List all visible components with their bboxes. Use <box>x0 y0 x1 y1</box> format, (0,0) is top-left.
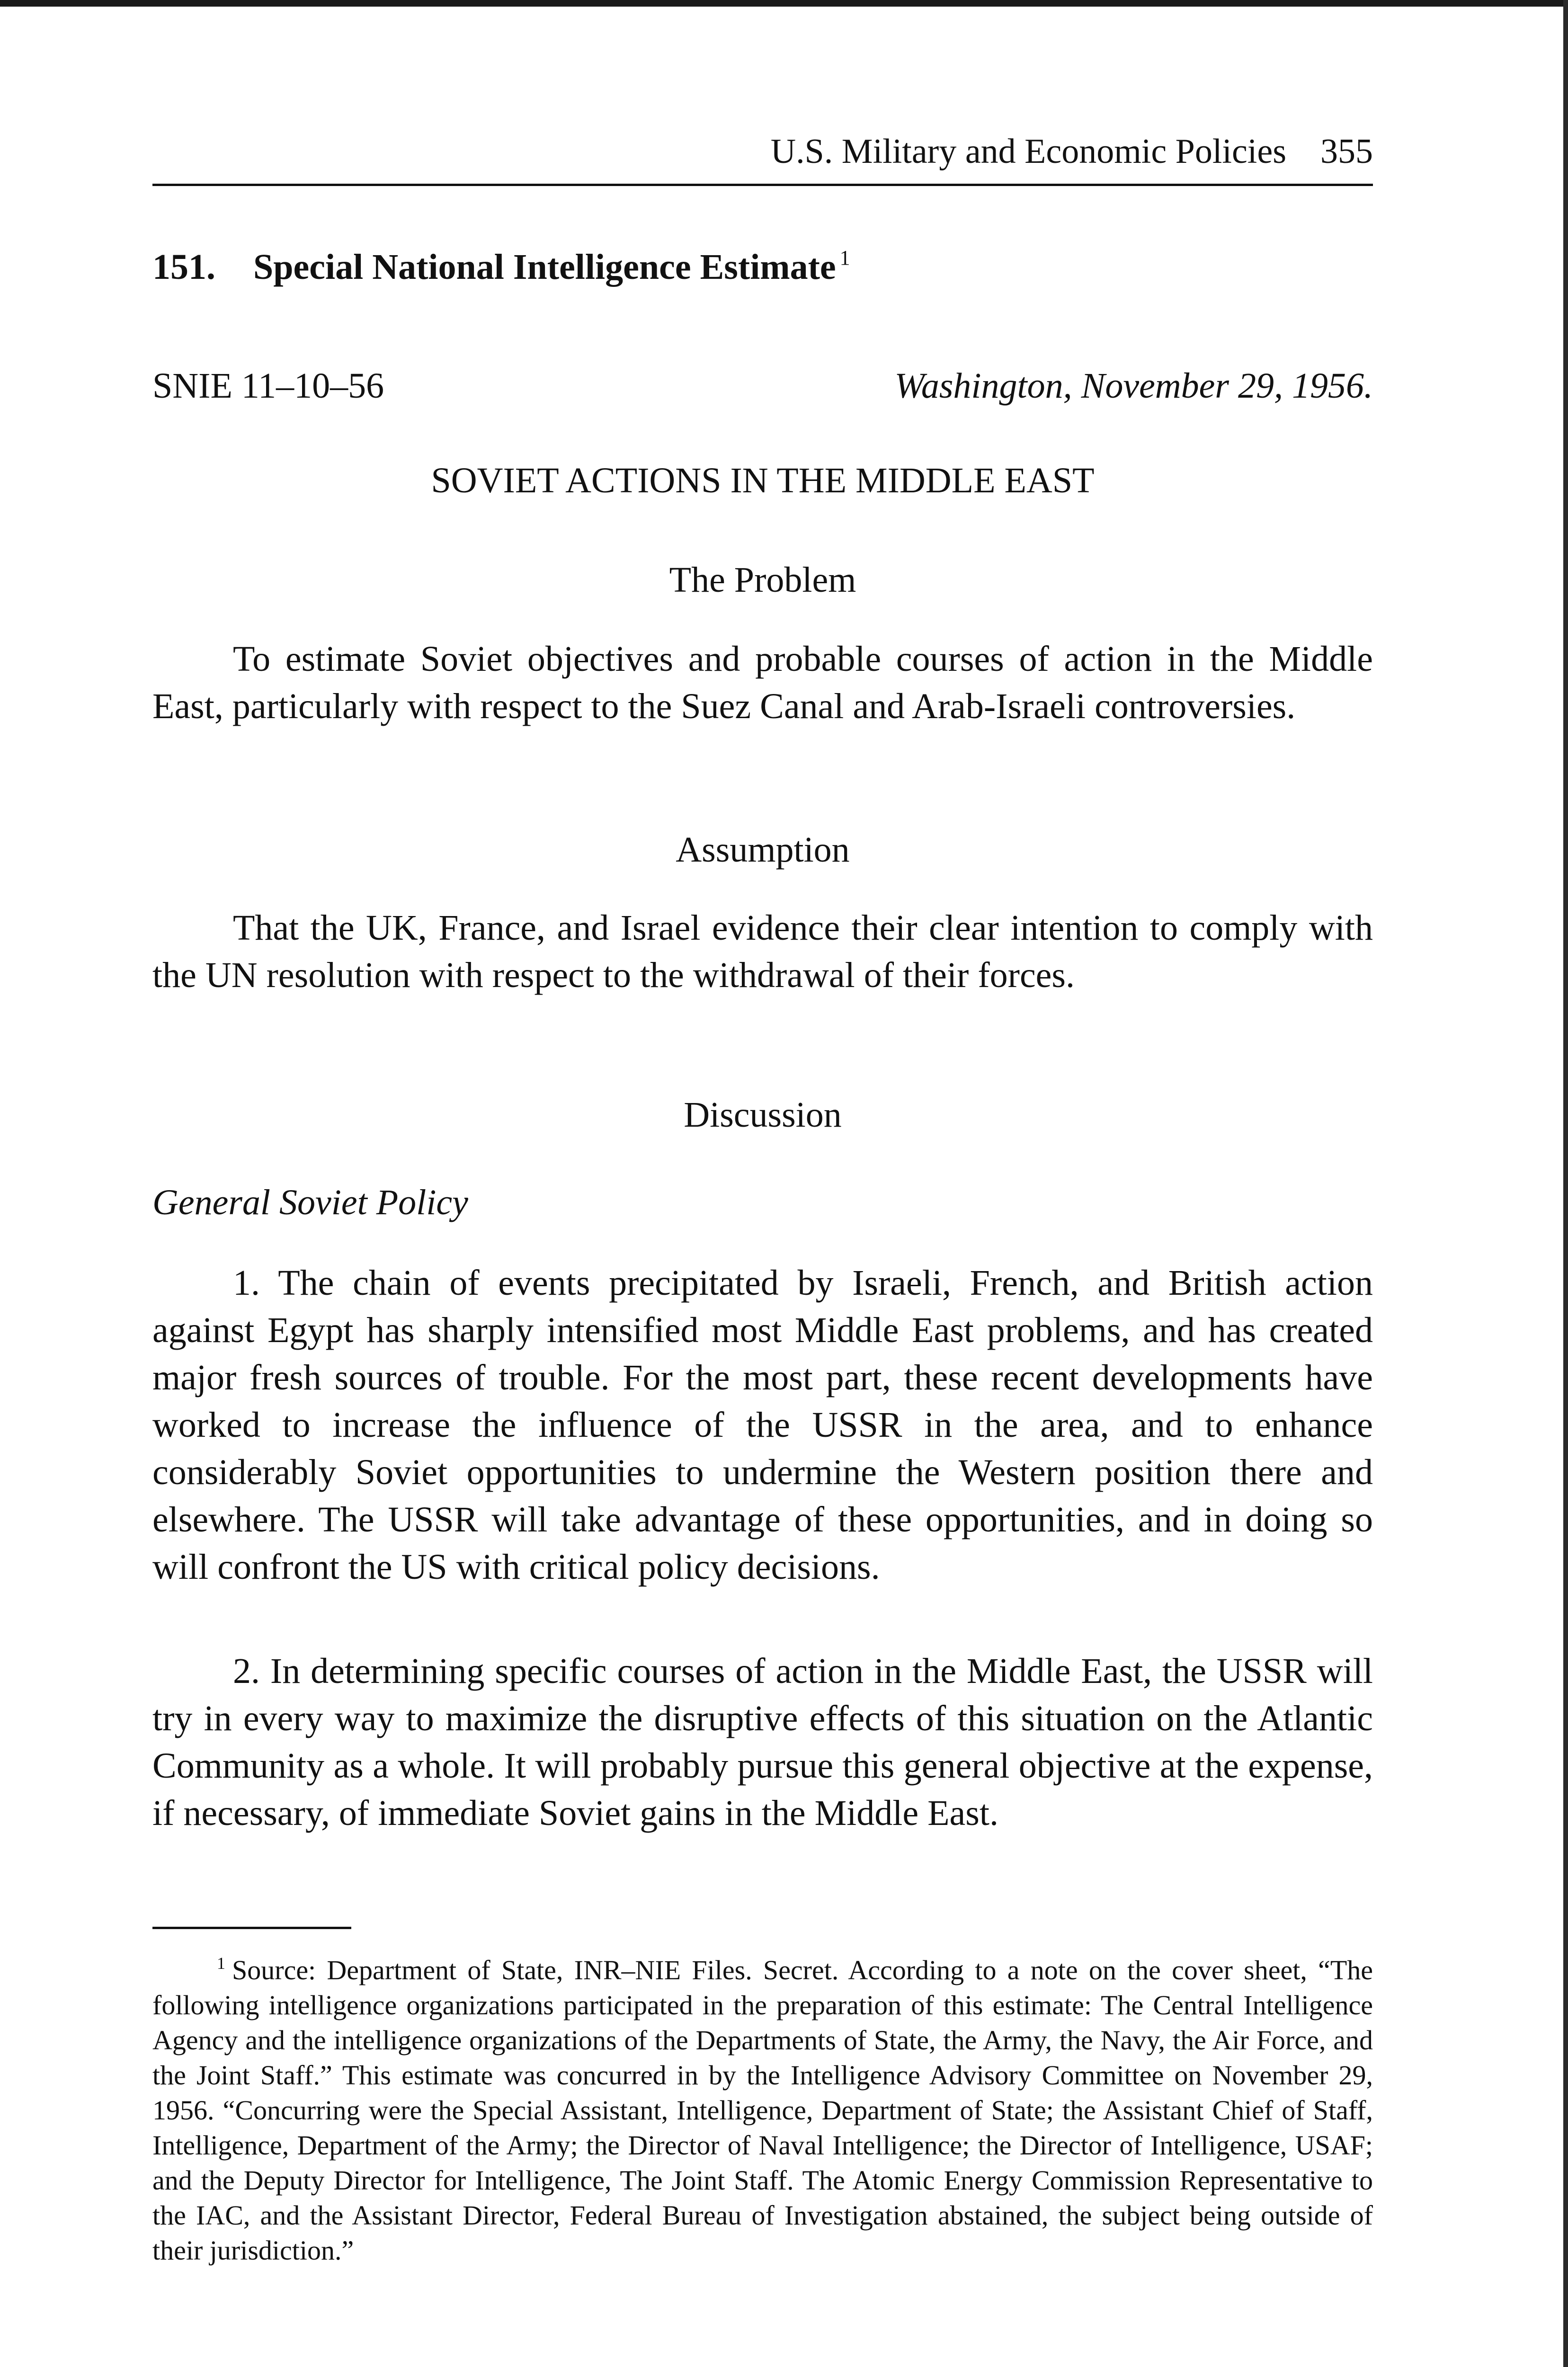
footnote-number: 1 <box>217 1954 225 1973</box>
document-number: 151. <box>152 247 215 287</box>
running-head <box>771 128 1373 175</box>
running-title: U.S. Military and Economic Policies <box>770 132 1286 171</box>
footnote-rule <box>152 1927 351 1929</box>
problem-heading: The Problem <box>669 560 856 600</box>
discussion-heading: Discussion <box>684 1095 842 1135</box>
footnote <box>152 1946 1373 2268</box>
paragraph-1: 1. The chain of events precipitated by Israeli, French, and British action against Egypt has sharply intensified most Middle East problems, and has created major fresh sources of trouble. For the most part, these recent developments have worked to increase the influence of the USSR in the area, and to enhance considerably Soviet opportunities to undermine the Western position there and elsewhere. The USSR will take advantage of these opportunities, and in doing so will confront the US with critical policy decisions. <box>152 1263 1373 1587</box>
header-rule <box>152 184 1373 186</box>
assumption-heading: Assumption <box>676 830 850 870</box>
document-title: Special National Intelligence Estimate <box>253 247 836 287</box>
scan-edge-right <box>1563 0 1568 2367</box>
page-number: 355 <box>1320 132 1373 171</box>
paragraph-2: 2. In determining specific courses of action in the Middle East, the USSR will try in every way to maximize the disruptive effects of this situation on the Atlantic Community as a whole. It will probably pursue this general objective at the expense, if necessary, of immediate Soviet gains in the Middle East. <box>152 1651 1373 1833</box>
dateline: Washington, November 29, 1956. <box>894 366 1373 406</box>
document-heading <box>152 232 850 293</box>
footnote-text: Source: Department of State, INR–NIE Files. Secret. According to a note on the cover sheet, “The following intelligence organizations participated in the preparation of this estimate: The Central Intelligence Agency and the intelligence organizations of the Departments of State, the Army, the Navy, the Air Force, and the Joint Staff.” This estimate was concurred in by the Intelligence Advisory Committee on November 29, 1956. “Concurring were the Special Assistant, Intelligence, Department of State; the Assistant Chief of Staff, Intelligence, Department of the Army; the Director of Naval Intelligence; the Director of Intelligence, USAF; and the Deputy Director for Intelligence, The Joint Staff. The Atomic Energy Commission Representative to the IAC, and the Assistant Director, Federal Bureau of Investigation abstained, the subject being outside of their jurisdiction.” <box>152 1955 1373 2266</box>
document-id: SNIE 11–10–56 <box>152 366 384 406</box>
main-title: SOVIET ACTIONS IN THE MIDDLE EAST <box>431 461 1095 500</box>
assumption-text: That the UK, France, and Israel evidence their clear intention to comply with the UN resolution with respect to the withdrawal of their forces. <box>152 908 1373 995</box>
problem-text: To estimate Soviet objectives and probable courses of action in the Middle East, particularly with respect to the Suez Canal and Arab-Israeli controversies. <box>152 639 1373 726</box>
general-soviet-policy-heading: General Soviet Policy <box>152 1183 468 1222</box>
footnote-marker: 1 <box>839 246 850 269</box>
scan-edge-top <box>0 0 1568 7</box>
